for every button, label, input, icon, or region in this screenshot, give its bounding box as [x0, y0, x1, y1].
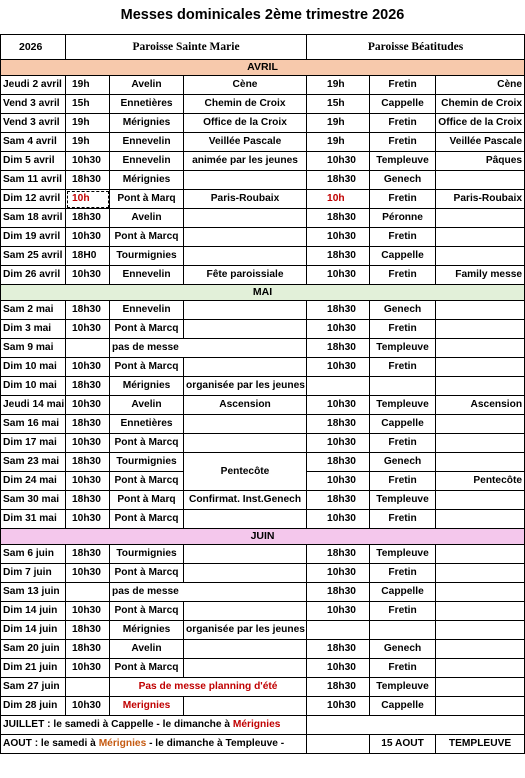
church-cell: pas de messe	[110, 339, 307, 358]
church-cell: Mérignies	[110, 114, 184, 133]
church-cell: Mérignies	[110, 171, 184, 190]
table-row	[1, 377, 525, 396]
church-cell-2: Genech	[370, 171, 436, 190]
time-cell-2: 18h30	[307, 583, 370, 602]
date-cell: Sam 23 mai	[1, 453, 66, 472]
date-cell: Dim 19 avril	[1, 228, 66, 247]
note-cell-2	[436, 697, 525, 716]
date-cell: Sam 9 mai	[1, 339, 66, 358]
time-cell: 18h30	[66, 377, 110, 396]
table-row	[1, 339, 525, 358]
date-cell: Dim 24 mai	[1, 472, 66, 491]
note-cell: organisée par les jeunes	[184, 621, 307, 640]
note-cell: Paris-Roubaix	[184, 190, 307, 209]
church-cell: Merignies	[110, 697, 184, 716]
time-cell: 10h30	[66, 396, 110, 415]
date-cell: Sam 20 juin	[1, 640, 66, 659]
church-cell-2: Fretin	[370, 114, 436, 133]
table-row	[1, 247, 525, 266]
date-cell: Dim 26 avril	[1, 266, 66, 285]
date-cell: Sam 18 avril	[1, 209, 66, 228]
note-cell-2	[436, 377, 525, 396]
church-cell-2: Templeuve	[370, 396, 436, 415]
table-row	[1, 697, 525, 716]
note-cell-2	[436, 491, 525, 510]
church-cell-2: Genech	[370, 640, 436, 659]
time-cell	[66, 583, 110, 602]
note-cell-2	[436, 301, 525, 320]
table-row	[1, 95, 525, 114]
date-cell: Dim 14 juin	[1, 621, 66, 640]
time-cell-2: 10h30	[307, 510, 370, 529]
note-cell-2	[436, 510, 525, 529]
table-row	[1, 209, 525, 228]
table-row	[1, 564, 525, 583]
church-cell: Avelin	[110, 640, 184, 659]
time-cell: 10h30	[66, 228, 110, 247]
time-cell: 19h	[66, 114, 110, 133]
parish-beatitudes-header: Paroisse Béatitudes	[307, 35, 525, 60]
table-row	[1, 583, 525, 602]
date-cell: Dim 5 avril	[1, 152, 66, 171]
note-cell-2	[436, 247, 525, 266]
table-row	[1, 396, 525, 415]
note-cell	[184, 640, 307, 659]
date-cell: Sam 6 juin	[1, 545, 66, 564]
footer-juillet-text: JUILLET : le samedi à Cappelle - le dimanche à	[3, 719, 233, 730]
church-cell: Avelin	[110, 396, 184, 415]
date-cell: Dim 28 juin	[1, 697, 66, 716]
time-cell-2: 10h30	[307, 358, 370, 377]
time-cell-2: 18h30	[307, 171, 370, 190]
date-cell: Vend 3 avril	[1, 95, 66, 114]
church-cell: Pas de messe planning d'été	[110, 678, 307, 697]
church-cell: Pont à Marcq	[110, 602, 184, 621]
time-cell: 19h	[66, 76, 110, 95]
time-cell: 19h	[66, 133, 110, 152]
date-cell: Dim 12 avril	[1, 190, 66, 209]
church-cell-2: Genech	[370, 301, 436, 320]
time-cell: 18h30	[66, 415, 110, 434]
date-cell: Dim 10 mai	[1, 358, 66, 377]
note-cell	[184, 415, 307, 434]
table-row	[1, 133, 525, 152]
footer-aout	[1, 735, 307, 754]
date-cell: Dim 31 mai	[1, 510, 66, 529]
church-cell-2: Péronne	[370, 209, 436, 228]
time-cell-2: 10h30	[307, 659, 370, 678]
time-cell-2: 10h30	[307, 564, 370, 583]
church-cell: pas de messe	[110, 583, 307, 602]
note-cell-2	[436, 602, 525, 621]
month-band-avril	[1, 60, 525, 76]
time-cell: 10h30	[66, 266, 110, 285]
note-cell-2	[436, 564, 525, 583]
note-cell	[184, 510, 307, 529]
church-cell: Avelin	[110, 76, 184, 95]
church-cell: Pont à Marcq	[110, 228, 184, 247]
church-cell-2: Templeuve	[370, 678, 436, 697]
time-cell: 10h30	[66, 152, 110, 171]
note-cell	[184, 358, 307, 377]
note-cell	[184, 659, 307, 678]
footer-juillet-row	[1, 716, 525, 735]
table-row	[1, 678, 525, 697]
date-cell: Sam 27 juin	[1, 678, 66, 697]
time-cell-2: 18h30	[307, 453, 370, 472]
church-cell: Pont à Marq	[110, 190, 184, 209]
church-cell: Ennetières	[110, 415, 184, 434]
note-cell-2	[436, 228, 525, 247]
time-cell-2	[307, 621, 370, 640]
church-cell: Pont à Marcq	[110, 564, 184, 583]
time-cell	[66, 339, 110, 358]
date-cell: Dim 10 mai	[1, 377, 66, 396]
date-cell: Sam 2 mai	[1, 301, 66, 320]
header-row	[1, 35, 525, 60]
note-cell: Ascension	[184, 396, 307, 415]
note-cell-2	[436, 545, 525, 564]
note-cell: Cène	[184, 76, 307, 95]
table-row	[1, 320, 525, 339]
table-row	[1, 171, 525, 190]
note-cell	[184, 320, 307, 339]
time-cell-2: 10h30	[307, 434, 370, 453]
footer-aout-row	[1, 735, 525, 754]
note-cell-2: Pentecôte	[436, 472, 525, 491]
note-cell: animée par les jeunes	[184, 152, 307, 171]
table-row	[1, 491, 525, 510]
month-label: AVRIL	[1, 60, 525, 76]
time-cell-2: 18h30	[307, 247, 370, 266]
table-row	[1, 510, 525, 529]
time-cell-2: 18h30	[307, 491, 370, 510]
time-cell: 18h30	[66, 171, 110, 190]
church-cell: Ennevelin	[110, 301, 184, 320]
table-row	[1, 659, 525, 678]
note-cell-2	[436, 434, 525, 453]
church-cell-2: Cappelle	[370, 415, 436, 434]
time-cell-2: 18h30	[307, 415, 370, 434]
note-cell	[184, 171, 307, 190]
church-cell: Pont à Marcq	[110, 434, 184, 453]
time-cell-2: 10h30	[307, 320, 370, 339]
church-cell-2: Fretin	[370, 76, 436, 95]
note-cell	[184, 434, 307, 453]
table-row	[1, 228, 525, 247]
church-cell: Pont à Marcq	[110, 659, 184, 678]
date-cell: Dim 21 juin	[1, 659, 66, 678]
time-cell-2: 18h30	[307, 339, 370, 358]
time-cell: 10h30	[66, 434, 110, 453]
note-cell-2	[436, 358, 525, 377]
table-row	[1, 358, 525, 377]
church-cell: Pont à Marcq	[110, 358, 184, 377]
note-cell	[184, 301, 307, 320]
date-cell: Jeudi 2 avril	[1, 76, 66, 95]
church-cell: Ennevelin	[110, 152, 184, 171]
note-cell: Fête paroissiale	[184, 266, 307, 285]
date-cell: Vend 3 avril	[1, 114, 66, 133]
note-cell-2: Chemin de Croix	[436, 95, 525, 114]
table-row	[1, 415, 525, 434]
church-cell-2: Fretin	[370, 472, 436, 491]
time-cell: 10h30	[66, 358, 110, 377]
church-cell-2: Genech	[370, 453, 436, 472]
table-row	[1, 301, 525, 320]
time-cell-2: 10h30	[307, 396, 370, 415]
church-cell-2: Fretin	[370, 228, 436, 247]
church-cell: Tourmignies	[110, 545, 184, 564]
time-cell-2: 18h30	[307, 678, 370, 697]
note-cell-2: Pâques	[436, 152, 525, 171]
church-cell: Tourmignies	[110, 247, 184, 266]
church-cell-2: Cappelle	[370, 95, 436, 114]
note-cell: Pentecôte	[184, 453, 307, 491]
church-cell: Pont à Marcq	[110, 472, 184, 491]
church-cell-2: Fretin	[370, 266, 436, 285]
church-cell: Ennetières	[110, 95, 184, 114]
note-cell-2: Veillée Pascale	[436, 133, 525, 152]
month-band-mai	[1, 285, 525, 301]
church-cell-2: Cappelle	[370, 247, 436, 266]
church-cell: Mérignies	[110, 377, 184, 396]
month-label: MAI	[1, 285, 525, 301]
time-cell-2: 10h30	[307, 152, 370, 171]
note-cell: organisée par les jeunes	[184, 377, 307, 396]
note-cell	[184, 602, 307, 621]
date-cell: Sam 30 mai	[1, 491, 66, 510]
church-cell-2: Fretin	[370, 320, 436, 339]
parish-sainte-marie-header: Paroisse Sainte Marie	[66, 35, 307, 60]
church-cell-2: Fretin	[370, 602, 436, 621]
time-cell-2: 19h	[307, 76, 370, 95]
note-cell: Chemin de Croix	[184, 95, 307, 114]
date-cell: Dim 7 juin	[1, 564, 66, 583]
table-row	[1, 76, 525, 95]
time-cell-2: 10h30	[307, 697, 370, 716]
table-row	[1, 545, 525, 564]
date-cell: Sam 25 avril	[1, 247, 66, 266]
table-row	[1, 114, 525, 133]
time-cell-2: 15h	[307, 95, 370, 114]
note-cell	[184, 697, 307, 716]
church-cell-2: Templeuve	[370, 339, 436, 358]
table-row	[1, 266, 525, 285]
table-row	[1, 453, 525, 472]
note-cell-2	[436, 453, 525, 472]
church-cell: Pont à Marcq	[110, 320, 184, 339]
church-cell: Pont à Marcq	[110, 510, 184, 529]
church-cell-2: Fretin	[370, 510, 436, 529]
time-cell: 15h	[66, 95, 110, 114]
table-row	[1, 621, 525, 640]
time-cell: 10h30	[66, 659, 110, 678]
time-cell: 18h30	[66, 209, 110, 228]
time-cell: 18h30	[66, 545, 110, 564]
church-cell-2: Templeuve	[370, 491, 436, 510]
note-cell	[184, 564, 307, 583]
church-cell: Tourmignies	[110, 453, 184, 472]
note-cell-2: Cène	[436, 76, 525, 95]
date-cell: Sam 16 mai	[1, 415, 66, 434]
time-cell: 10h30	[66, 320, 110, 339]
date-cell: Dim 14 juin	[1, 602, 66, 621]
time-cell: 10h30	[66, 564, 110, 583]
time-cell-2: 19h	[307, 114, 370, 133]
date-cell: Sam 4 avril	[1, 133, 66, 152]
church-cell: Ennevelin	[110, 266, 184, 285]
page-title: Messes dominicales 2ème trimestre 2026	[120, 7, 405, 23]
church-cell: Mérignies	[110, 621, 184, 640]
church-cell-2	[370, 377, 436, 396]
time-cell-2: 10h30	[307, 472, 370, 491]
date-cell: Dim 17 mai	[1, 434, 66, 453]
note-cell-2	[436, 320, 525, 339]
time-cell: 10h30	[66, 510, 110, 529]
date-cell: Jeudi 14 mai	[1, 396, 66, 415]
note-cell-2: Paris-Roubaix	[436, 190, 525, 209]
footer-juillet	[1, 716, 307, 735]
footer-empty	[307, 716, 525, 735]
time-cell-2: 10h	[307, 190, 370, 209]
church-cell-2	[370, 621, 436, 640]
time-cell: 18h30	[66, 301, 110, 320]
time-cell-2: 18h30	[307, 301, 370, 320]
church-cell: Ennevelin	[110, 133, 184, 152]
note-cell-2	[436, 171, 525, 190]
note-cell	[184, 228, 307, 247]
note-cell	[184, 545, 307, 564]
time-cell: 10h	[66, 190, 110, 209]
note-cell	[184, 209, 307, 228]
footer-juillet-place: Mérignies	[232, 719, 281, 730]
note-cell-2	[436, 583, 525, 602]
church-cell-2: Templeuve	[370, 152, 436, 171]
note-cell-2	[436, 621, 525, 640]
church-cell-2: Fretin	[370, 190, 436, 209]
church-cell-2: Cappelle	[370, 583, 436, 602]
church-cell-2: Fretin	[370, 564, 436, 583]
note-cell-2: Family messe	[436, 266, 525, 285]
church-cell-2: Cappelle	[370, 697, 436, 716]
time-cell: 10h30	[66, 472, 110, 491]
church-cell-2: Templeuve	[370, 545, 436, 564]
note-cell-2	[436, 659, 525, 678]
time-cell: 18h30	[66, 640, 110, 659]
time-cell-2: 10h30	[307, 228, 370, 247]
date-cell: Sam 11 avril	[1, 171, 66, 190]
note-cell-2	[436, 640, 525, 659]
table-row	[1, 602, 525, 621]
time-cell-2: 19h	[307, 133, 370, 152]
church-cell-2: Fretin	[370, 434, 436, 453]
time-cell-2: 10h30	[307, 602, 370, 621]
year-cell: 2026	[1, 35, 66, 60]
footer-aout-date: 15 AOUT	[370, 735, 436, 754]
date-cell: Sam 13 juin	[1, 583, 66, 602]
time-cell: 10h30	[66, 602, 110, 621]
time-cell-2: 18h30	[307, 640, 370, 659]
time-cell-2: 18h30	[307, 545, 370, 564]
note-cell-2	[436, 415, 525, 434]
note-cell: Veillée Pascale	[184, 133, 307, 152]
time-cell-2: 18h30	[307, 209, 370, 228]
time-cell: 10h30	[66, 697, 110, 716]
note-cell	[184, 247, 307, 266]
footer-aout-text: AOUT : le samedi à	[3, 738, 99, 749]
month-band-juin	[1, 529, 525, 545]
note-cell: Confirmat. Inst.Genech	[184, 491, 307, 510]
time-cell: 18h30	[66, 621, 110, 640]
note-cell-2	[436, 209, 525, 228]
date-cell: Dim 3 mai	[1, 320, 66, 339]
table-row	[1, 152, 525, 171]
table-row	[1, 190, 525, 209]
time-cell	[66, 678, 110, 697]
time-cell-2: 10h30	[307, 266, 370, 285]
time-cell: 18h30	[66, 491, 110, 510]
month-label: JUIN	[1, 529, 525, 545]
church-cell-2: Fretin	[370, 358, 436, 377]
footer-aout-suffix: - le dimanche à Templeuve -	[146, 738, 285, 749]
time-cell: 18h30	[66, 453, 110, 472]
church-cell-2: Fretin	[370, 133, 436, 152]
table-row	[1, 640, 525, 659]
church-cell: Avelin	[110, 209, 184, 228]
table-row	[1, 434, 525, 453]
note-cell-2	[436, 678, 525, 697]
church-cell-2: Fretin	[370, 659, 436, 678]
note-cell-2: Office de la Croix	[436, 114, 525, 133]
footer-empty	[307, 735, 370, 754]
time-cell-2	[307, 377, 370, 396]
time-cell: 18H0	[66, 247, 110, 266]
footer-aout-location: TEMPLEUVE	[436, 735, 525, 754]
schedule-table	[0, 34, 525, 754]
footer-aout-place: Mérignies	[98, 738, 147, 749]
note-cell-2	[436, 339, 525, 358]
church-cell: Pont à Marq	[110, 491, 184, 510]
note-cell-2: Ascension	[436, 396, 525, 415]
note-cell: Office de la Croix	[184, 114, 307, 133]
